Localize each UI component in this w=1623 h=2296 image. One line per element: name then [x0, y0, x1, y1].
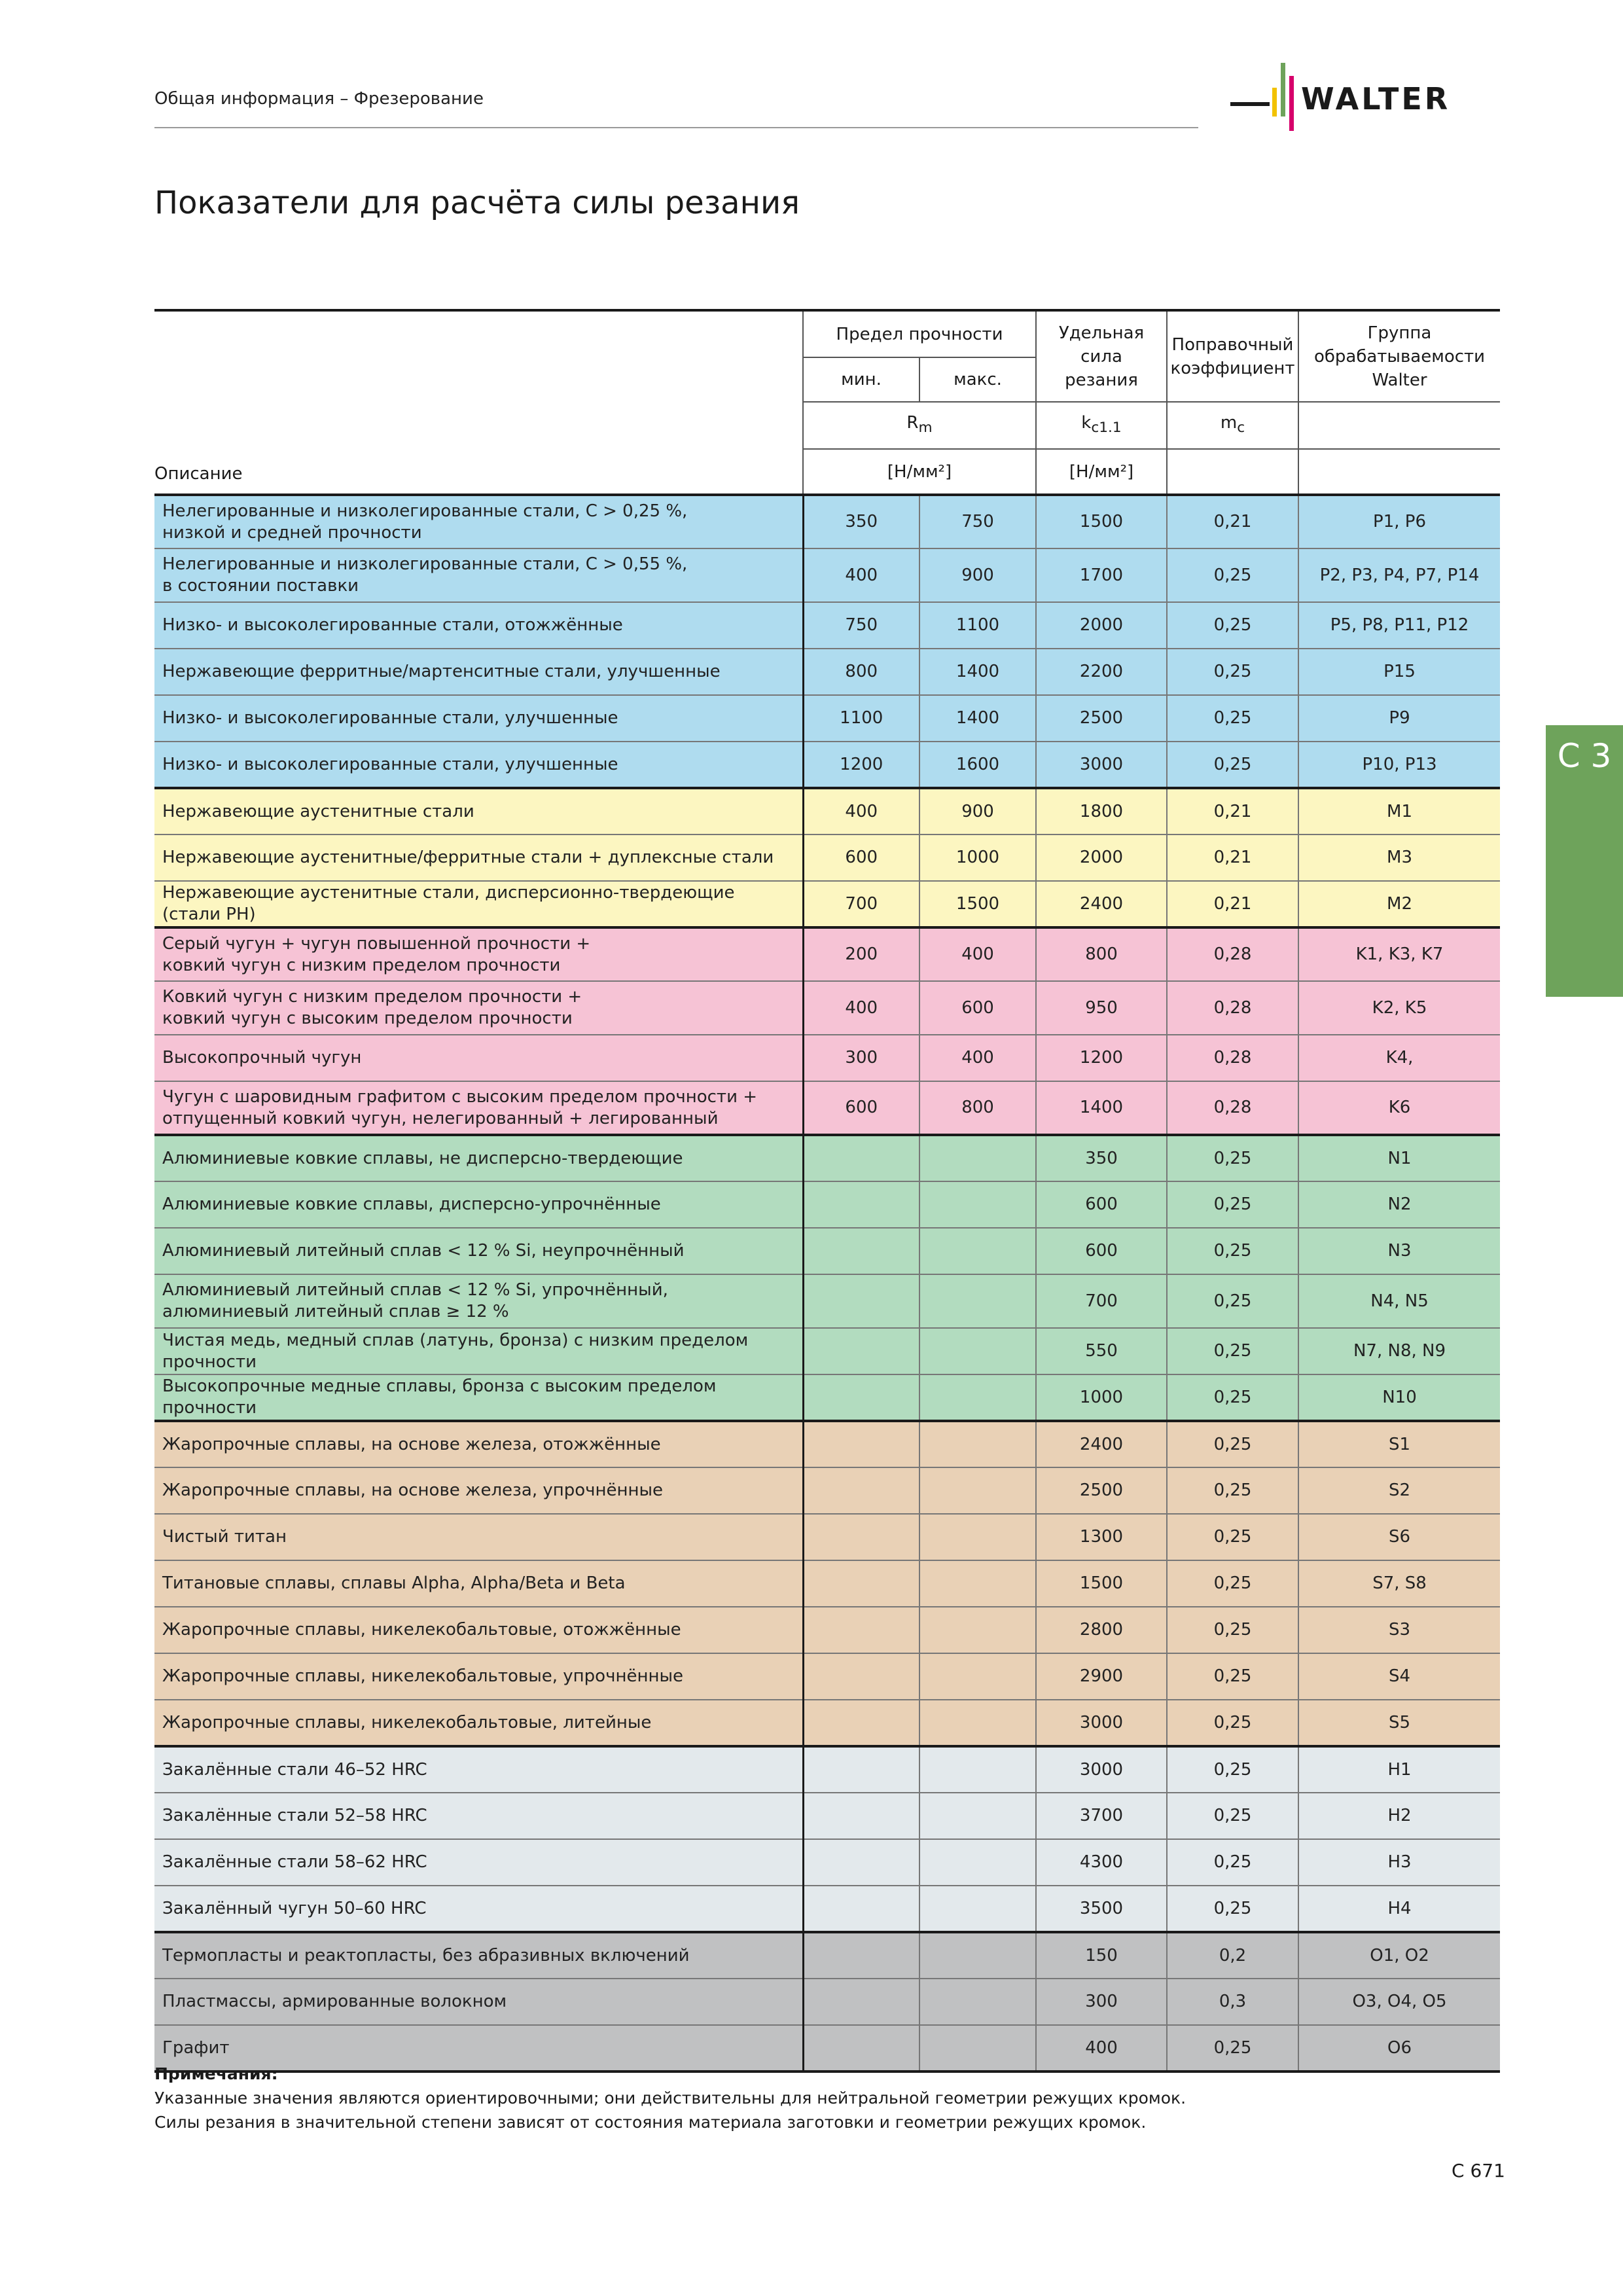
table-row [154, 1746, 1500, 1793]
row-description-line: Ковкий чугун с низким пределом прочности + [162, 987, 582, 1007]
row-rm-min: 350 [803, 495, 919, 548]
row-kc: 2200 [1036, 649, 1167, 695]
row-description [154, 1181, 803, 1228]
row-description-line: Низко- и высоколегированные стали, улучшенные [162, 754, 618, 774]
row-mc: 0,25 [1167, 1653, 1298, 1700]
row-group: H1 [1298, 1746, 1500, 1793]
row-mc: 0,25 [1167, 695, 1298, 742]
row-rm-max: 750 [919, 495, 1036, 548]
row-kc: 1300 [1036, 1514, 1167, 1560]
table-row [154, 1514, 1500, 1560]
row-description [154, 495, 803, 548]
row-mc: 0,25 [1167, 548, 1298, 602]
row-kc: 3000 [1036, 1746, 1167, 1793]
notes [154, 2062, 1186, 2134]
table-row [154, 1653, 1500, 1700]
row-rm-min [803, 1793, 919, 1839]
row-kc: 2800 [1036, 1607, 1167, 1653]
header-divider [154, 127, 1198, 128]
row-rm-max [919, 1181, 1036, 1228]
row-rm-max [919, 1979, 1036, 2025]
logo-bar-pink [1289, 76, 1294, 131]
row-rm-min [803, 1560, 919, 1607]
row-description-line: низкой и средней прочности [162, 522, 422, 543]
header-kc-symbol: $k_{c1.1}$ [1036, 402, 1167, 449]
row-description-line: Чистая медь, медный сплав (латунь, бронза) с низким пределом прочности [162, 1330, 749, 1372]
logo-wordmark: WALTER [1301, 81, 1451, 117]
row-rm-max: 800 [919, 1081, 1036, 1135]
row-rm-min [803, 1886, 919, 1932]
header-correction: Поправочный коэффициент [1167, 310, 1298, 402]
header-description: Описание [154, 310, 803, 495]
row-kc: 600 [1036, 1181, 1167, 1228]
row-rm-min [803, 1607, 919, 1653]
row-rm-min: 1100 [803, 695, 919, 742]
row-rm-min: 200 [803, 927, 919, 981]
logo-bar-green [1281, 63, 1285, 117]
row-group: K1, K3, K7 [1298, 927, 1500, 981]
table-row [154, 649, 1500, 695]
row-description-line: ковкий чугун с высоким пределом прочности [162, 1009, 573, 1028]
row-mc: 0,21 [1167, 881, 1298, 927]
row-rm-min: 600 [803, 1081, 919, 1135]
chapter-tab-label: C 3 [1557, 737, 1612, 775]
row-description [154, 602, 803, 649]
table-row [154, 1700, 1500, 1746]
row-group: P10, P13 [1298, 742, 1500, 788]
row-kc: 2500 [1036, 695, 1167, 742]
row-group: S5 [1298, 1700, 1500, 1746]
row-mc: 0,25 [1167, 1514, 1298, 1560]
row-group: N7, N8, N9 [1298, 1328, 1500, 1374]
table-row [154, 1932, 1500, 1979]
row-description-line: ковкий чугун с низким пределом прочности [162, 955, 561, 975]
row-rm-min [803, 1932, 919, 1979]
header-min: мин. [803, 357, 919, 402]
row-rm-min: 700 [803, 881, 919, 927]
row-group: O1, O2 [1298, 1932, 1500, 1979]
row-rm-min [803, 1653, 919, 1700]
row-mc: 0,25 [1167, 649, 1298, 695]
row-description-line: Нелегированные и низколегированные стали, C > 0,55 %, [162, 554, 688, 574]
row-rm-min [803, 1228, 919, 1274]
row-rm-max [919, 1932, 1036, 1979]
row-kc: 1000 [1036, 1374, 1167, 1421]
row-description-line: Низко- и высоколегированные стали, улучшенные [162, 708, 618, 728]
table-row [154, 1839, 1500, 1886]
row-rm-max: 900 [919, 788, 1036, 834]
logo-bar-dark [1230, 102, 1270, 106]
row-group: H2 [1298, 1793, 1500, 1839]
row-kc: 3500 [1036, 1886, 1167, 1932]
row-group: N3 [1298, 1228, 1500, 1274]
row-description-line: Нержавеющие аустенитные стали, дисперсионно-твердеющие (стали PH) [162, 883, 735, 924]
row-rm-max: 1500 [919, 881, 1036, 927]
table-row [154, 1328, 1500, 1374]
row-rm-max: 1600 [919, 742, 1036, 788]
row-rm-min: 1200 [803, 742, 919, 788]
row-rm-max [919, 1839, 1036, 1886]
row-description [154, 1839, 803, 1886]
row-mc: 0,25 [1167, 1560, 1298, 1607]
row-description-line: Жаропрочные сплавы, никелекобальтовые, упрочнённые [162, 1666, 683, 1686]
row-kc: 2500 [1036, 1467, 1167, 1514]
row-rm-max: 600 [919, 981, 1036, 1035]
row-description-line: Алюминиевые ковкие сплавы, не дисперсно-твердеющие [162, 1148, 683, 1168]
row-rm-min [803, 1328, 919, 1374]
row-rm-min: 800 [803, 649, 919, 695]
row-description-line: отпущенный ковкий чугун, нелегированный + легированный [162, 1108, 719, 1128]
table-row [154, 1228, 1500, 1274]
table-row [154, 1421, 1500, 1467]
walter-logo [1230, 62, 1502, 131]
table-row [154, 1793, 1500, 1839]
row-description-line: Чугун с шаровидным графитом с высоким пределом прочности + [162, 1086, 758, 1107]
row-description [154, 1228, 803, 1274]
row-kc: 2900 [1036, 1653, 1167, 1700]
row-description [154, 834, 803, 881]
table-row [154, 1560, 1500, 1607]
row-description [154, 1135, 803, 1181]
row-mc: 0,25 [1167, 1374, 1298, 1421]
row-mc: 0,25 [1167, 1607, 1298, 1653]
header-max: макс. [919, 357, 1036, 402]
header-unit-grp [1298, 449, 1500, 495]
table-row [154, 927, 1500, 981]
row-rm-max [919, 1374, 1036, 1421]
row-description [154, 1653, 803, 1700]
row-kc: 800 [1036, 927, 1167, 981]
row-mc: 0,25 [1167, 1181, 1298, 1228]
header-group: Группа обрабатываемости Walter [1298, 310, 1500, 402]
row-rm-max [919, 1653, 1036, 1700]
row-description-line: Нелегированные и низколегированные стали, C > 0,25 %, [162, 501, 688, 521]
row-kc: 950 [1036, 981, 1167, 1035]
row-group: K4, [1298, 1035, 1500, 1081]
row-description-line: Закалённые стали 46–52 HRC [162, 1759, 427, 1780]
row-group: P2, P3, P4, P7, P14 [1298, 548, 1500, 602]
row-description-line: Термопласты и реактопласты, без абразивных включений [162, 1945, 690, 1965]
row-description [154, 1793, 803, 1839]
row-description [154, 1467, 803, 1514]
row-mc: 0,25 [1167, 602, 1298, 649]
page-number: C 671 [1452, 2160, 1505, 2181]
table-row [154, 695, 1500, 742]
row-mc: 0,28 [1167, 1081, 1298, 1135]
page-title: Показатели для расчёта силы резания [154, 185, 800, 221]
table-row [154, 981, 1500, 1035]
row-description [154, 1514, 803, 1560]
row-kc: 1400 [1036, 1081, 1167, 1135]
header-blank [1298, 402, 1500, 449]
row-group: S7, S8 [1298, 1560, 1500, 1607]
row-group: N2 [1298, 1181, 1500, 1228]
table-row [154, 1274, 1500, 1328]
row-rm-min [803, 1421, 919, 1467]
row-group: H3 [1298, 1839, 1500, 1886]
row-mc: 0,25 [1167, 742, 1298, 788]
row-rm-min: 400 [803, 548, 919, 602]
row-kc: 3700 [1036, 1793, 1167, 1839]
row-rm-min [803, 1746, 919, 1793]
row-mc: 0,25 [1167, 1839, 1298, 1886]
row-mc: 0,25 [1167, 1228, 1298, 1274]
row-rm-min [803, 1135, 919, 1181]
row-rm-min [803, 1181, 919, 1228]
row-mc: 0,25 [1167, 1700, 1298, 1746]
row-kc: 700 [1036, 1274, 1167, 1328]
row-description [154, 981, 803, 1035]
row-group: S2 [1298, 1467, 1500, 1514]
row-mc: 0,21 [1167, 834, 1298, 881]
row-mc: 0,3 [1167, 1979, 1298, 2025]
row-description [154, 1932, 803, 1979]
row-group: O6 [1298, 2025, 1500, 2072]
row-rm-max [919, 1135, 1036, 1181]
row-kc: 4300 [1036, 1839, 1167, 1886]
row-kc: 350 [1036, 1135, 1167, 1181]
row-rm-min [803, 1374, 919, 1421]
row-group: N10 [1298, 1374, 1500, 1421]
row-description [154, 1607, 803, 1653]
row-description [154, 1274, 803, 1328]
row-description-line: в состоянии поставки [162, 576, 359, 596]
table-row [154, 1135, 1500, 1181]
table-row [154, 834, 1500, 881]
header-unit-rm: [Н/мм²] [803, 449, 1036, 495]
row-rm-max [919, 1700, 1036, 1746]
row-rm-max [919, 1793, 1036, 1839]
table-row [154, 1467, 1500, 1514]
chapter-tab [1546, 725, 1623, 997]
row-group: S6 [1298, 1514, 1500, 1560]
row-rm-max: 1400 [919, 695, 1036, 742]
row-kc: 1700 [1036, 548, 1167, 602]
row-group: K2, K5 [1298, 981, 1500, 1035]
logo-bar-yellow [1272, 88, 1277, 117]
header-mc-symbol: $m_c$ [1167, 402, 1298, 449]
row-description-line: Нержавеющие ферритные/мартенситные стали, улучшенные [162, 662, 721, 681]
table-row [154, 1886, 1500, 1932]
row-description [154, 1081, 803, 1135]
row-mc: 0,25 [1167, 1135, 1298, 1181]
row-description-line: Графит [162, 2037, 230, 2058]
row-mc: 0,28 [1167, 927, 1298, 981]
row-description-line: Алюминиевый литейный сплав < 12 % Si, неупрочнённый [162, 1241, 685, 1261]
section-title: Общая информация – Фрезерование [154, 89, 484, 109]
row-group: M2 [1298, 881, 1500, 927]
row-rm-max [919, 1274, 1036, 1328]
table-row [154, 1607, 1500, 1653]
table-row [154, 1081, 1500, 1135]
row-rm-max [919, 1886, 1036, 1932]
table-row [154, 548, 1500, 602]
row-mc: 0,25 [1167, 1421, 1298, 1467]
row-rm-min [803, 1979, 919, 2025]
row-group: P1, P6 [1298, 495, 1500, 548]
row-description [154, 742, 803, 788]
row-description [154, 695, 803, 742]
row-kc: 300 [1036, 1979, 1167, 2025]
row-description [154, 788, 803, 834]
row-kc: 400 [1036, 2025, 1167, 2072]
table-row [154, 742, 1500, 788]
row-description-line: Закалённые стали 58–62 HRC [162, 1852, 427, 1872]
header-unit-mc [1167, 449, 1298, 495]
row-rm-min [803, 1839, 919, 1886]
row-group: P9 [1298, 695, 1500, 742]
row-description [154, 1328, 803, 1374]
row-rm-min [803, 1514, 919, 1560]
row-group: P15 [1298, 649, 1500, 695]
row-kc: 2000 [1036, 834, 1167, 881]
row-description-line: Титановые сплавы, сплавы Alpha, Alpha/Beta и Beta [162, 1573, 626, 1593]
table-row [154, 1181, 1500, 1228]
row-description [154, 1421, 803, 1467]
row-description-line: Закалённый чугун 50–60 HRC [162, 1898, 427, 1918]
row-rm-max [919, 1467, 1036, 1514]
row-mc: 0,25 [1167, 1746, 1298, 1793]
row-description-line: Пластмассы, армированные волокном [162, 1992, 507, 2011]
row-mc: 0,25 [1167, 1886, 1298, 1932]
row-rm-max [919, 1228, 1036, 1274]
row-rm-min [803, 1467, 919, 1514]
row-description [154, 1886, 803, 1932]
row-rm-min: 400 [803, 981, 919, 1035]
row-rm-max: 400 [919, 1035, 1036, 1081]
row-kc: 3000 [1036, 1700, 1167, 1746]
row-kc: 2400 [1036, 881, 1167, 927]
row-description-line: Нержавеющие аустенитные/ферритные стали + дуплексные стали [162, 848, 774, 867]
header-rm-symbol: $R_m$ [803, 402, 1036, 449]
row-mc: 0,25 [1167, 1793, 1298, 1839]
row-mc: 0,21 [1167, 788, 1298, 834]
notes-line-2: Силы резания в значительной степени зависят от состояния материала заготовки и геометрии режущих кромок. [154, 2113, 1147, 2132]
row-kc: 1200 [1036, 1035, 1167, 1081]
row-mc: 0,28 [1167, 981, 1298, 1035]
table-row [154, 788, 1500, 834]
row-rm-min: 750 [803, 602, 919, 649]
header-unit-kc: [Н/мм²] [1036, 449, 1167, 495]
row-description [154, 649, 803, 695]
table-row [154, 1035, 1500, 1081]
row-kc: 2000 [1036, 602, 1167, 649]
row-group: K6 [1298, 1081, 1500, 1135]
row-description-line: Нержавеющие аустенитные стали [162, 801, 474, 821]
row-description [154, 1560, 803, 1607]
row-description-line: Жаропрочные сплавы, на основе железа, отожжённые [162, 1434, 661, 1454]
row-description-line: Закалённые стали 52–58 HRC [162, 1806, 427, 1825]
row-description [154, 1035, 803, 1081]
row-kc: 1500 [1036, 495, 1167, 548]
row-description-line: Жаропрочные сплавы, никелекобальтовые, отожжённые [162, 1620, 681, 1640]
row-group: N4, N5 [1298, 1274, 1500, 1328]
row-rm-max [919, 1746, 1036, 1793]
row-description [154, 1979, 803, 2025]
row-group: P5, P8, P11, P12 [1298, 602, 1500, 649]
row-description-line: Алюминиевые ковкие сплавы, дисперсно-упрочнённые [162, 1194, 661, 1214]
row-rm-max [919, 1514, 1036, 1560]
table-row [154, 602, 1500, 649]
row-rm-max: 1400 [919, 649, 1036, 695]
cutting-force-table [154, 309, 1500, 2073]
row-rm-min [803, 1700, 919, 1746]
row-description [154, 1700, 803, 1746]
row-rm-min [803, 1274, 919, 1328]
row-group: S3 [1298, 1607, 1500, 1653]
row-description [154, 927, 803, 981]
row-description-line: Алюминиевый литейный сплав < 12 % Si, упрочнённый, [162, 1280, 668, 1300]
row-description [154, 1374, 803, 1421]
row-description-line: алюминиевый литейный сплав ≥ 12 % [162, 1302, 509, 1321]
row-mc: 0,2 [1167, 1932, 1298, 1979]
row-description-line: Жаропрочные сплавы, на основе железа, упрочнённые [162, 1480, 664, 1500]
row-group: M3 [1298, 834, 1500, 881]
row-description-line: Жаропрочные сплавы, никелекобальтовые, литейные [162, 1712, 652, 1732]
row-kc: 3000 [1036, 742, 1167, 788]
row-group: N1 [1298, 1135, 1500, 1181]
row-kc: 150 [1036, 1932, 1167, 1979]
row-rm-max: 1100 [919, 602, 1036, 649]
header-tensile-strength: Предел прочности [803, 310, 1036, 357]
row-rm-min: 600 [803, 834, 919, 881]
row-kc: 1500 [1036, 1560, 1167, 1607]
header-specific-force: Удельная сила резания [1036, 310, 1167, 402]
notes-heading: Примечания: [154, 2064, 278, 2083]
row-rm-max [919, 1421, 1036, 1467]
table-row [154, 881, 1500, 927]
table-row [154, 1979, 1500, 2025]
row-description-line: Высокопрочный чугун [162, 1048, 362, 1067]
row-kc: 1800 [1036, 788, 1167, 834]
row-rm-max: 400 [919, 927, 1036, 981]
row-description [154, 1746, 803, 1793]
row-mc: 0,25 [1167, 1467, 1298, 1514]
row-description-line: Чистый титан [162, 1527, 287, 1547]
row-mc: 0,25 [1167, 1274, 1298, 1328]
row-description [154, 881, 803, 927]
notes-line-1: Указанные значения являются ориентировочными; они действительны для нейтральной геометрии режущих кромок. [154, 2089, 1186, 2108]
table-row [154, 495, 1500, 548]
row-mc: 0,25 [1167, 1328, 1298, 1374]
row-rm-max [919, 1560, 1036, 1607]
row-group: O3, O4, O5 [1298, 1979, 1500, 2025]
row-group: M1 [1298, 788, 1500, 834]
row-kc: 550 [1036, 1328, 1167, 1374]
row-group: H4 [1298, 1886, 1500, 1932]
row-mc: 0,28 [1167, 1035, 1298, 1081]
row-description-line: Низко- и высоколегированные стали, отожжённые [162, 615, 623, 635]
row-group: S4 [1298, 1653, 1500, 1700]
row-rm-max: 1000 [919, 834, 1036, 881]
row-kc: 600 [1036, 1228, 1167, 1274]
row-rm-max: 900 [919, 548, 1036, 602]
row-group: S1 [1298, 1421, 1500, 1467]
row-description-line: Высокопрочные медные сплавы, бронза с высоким пределом прочности [162, 1376, 717, 1418]
row-kc: 2400 [1036, 1421, 1167, 1467]
row-rm-max [919, 1607, 1036, 1653]
row-mc: 0,21 [1167, 495, 1298, 548]
row-description [154, 548, 803, 602]
row-rm-min: 400 [803, 788, 919, 834]
table-row [154, 1374, 1500, 1421]
row-rm-min: 300 [803, 1035, 919, 1081]
row-mc: 0,25 [1167, 2025, 1298, 2072]
row-description-line: Серый чугун + чугун повышенной прочности + [162, 933, 591, 954]
row-rm-max [919, 1328, 1036, 1374]
